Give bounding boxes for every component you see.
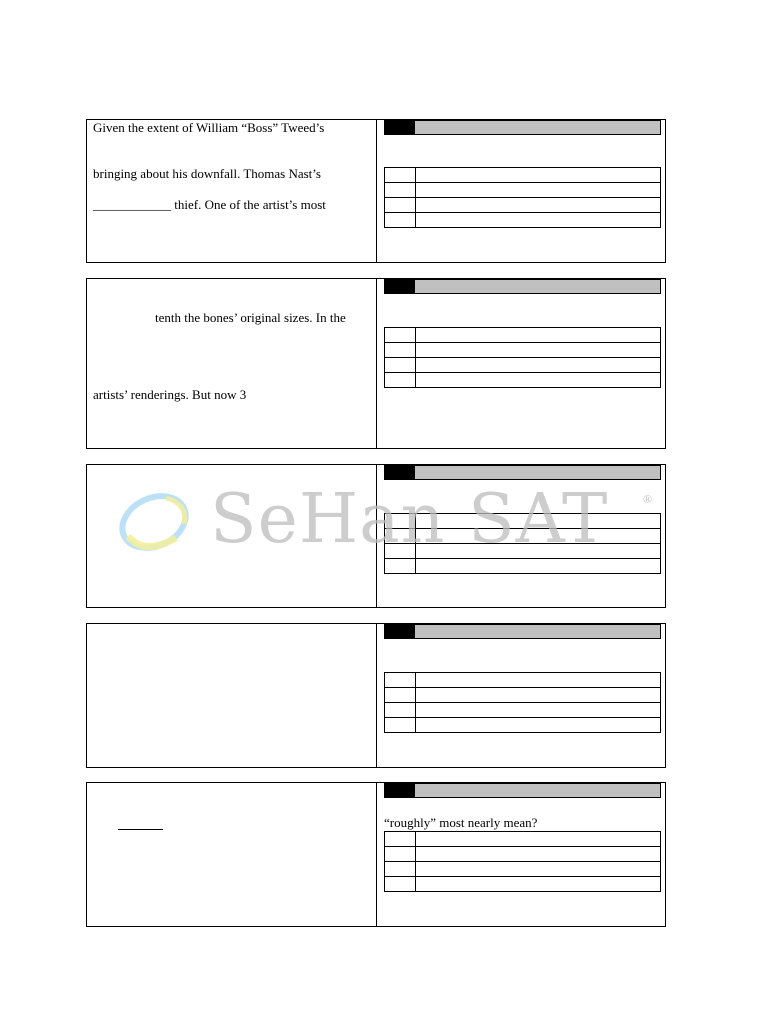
question-header-bar bbox=[384, 783, 661, 798]
question-card-4 bbox=[86, 623, 666, 768]
question-number-box bbox=[385, 121, 415, 134]
passage-line: Given the extent of William “Boss” Tweed’s bbox=[93, 120, 325, 135]
answer-choice-b[interactable] bbox=[385, 529, 661, 544]
answer-choice-c[interactable] bbox=[385, 862, 661, 877]
passage-line: ____________ thief. One of the artist’s most bbox=[93, 197, 326, 212]
question-card-2 bbox=[86, 278, 666, 449]
column-divider bbox=[376, 624, 377, 767]
answer-choice-a[interactable] bbox=[385, 673, 661, 688]
answer-choice-b[interactable] bbox=[385, 688, 661, 703]
question-prompt: “roughly” most nearly mean? bbox=[384, 815, 538, 830]
answer-choice-a[interactable] bbox=[385, 328, 661, 343]
column-divider bbox=[376, 783, 377, 926]
answer-choice-d[interactable] bbox=[385, 877, 661, 892]
answer-choice-a[interactable] bbox=[385, 514, 661, 529]
answer-choice-c[interactable] bbox=[385, 198, 661, 213]
answer-choice-b[interactable] bbox=[385, 847, 661, 862]
answer-choice-c[interactable] bbox=[385, 703, 661, 718]
answer-choice-d[interactable] bbox=[385, 373, 661, 388]
answer-choice-d[interactable] bbox=[385, 213, 661, 228]
question-card-1 bbox=[86, 119, 666, 263]
answer-choice-b[interactable] bbox=[385, 183, 661, 198]
question-number-box bbox=[385, 625, 415, 638]
question-card-5 bbox=[86, 782, 666, 927]
answer-choice-a[interactable] bbox=[385, 832, 661, 847]
question-header-bar bbox=[384, 465, 661, 480]
answer-choices bbox=[384, 327, 661, 388]
answer-choice-c[interactable] bbox=[385, 358, 661, 373]
question-number-box bbox=[385, 280, 415, 293]
question-header-bar bbox=[384, 120, 661, 135]
question-number-box bbox=[385, 784, 415, 797]
column-divider bbox=[376, 120, 377, 262]
column-divider bbox=[376, 279, 377, 448]
answer-choices bbox=[384, 513, 661, 574]
answer-choices bbox=[384, 672, 661, 733]
passage-line: bringing about his downfall. Thomas Nast’s bbox=[93, 166, 321, 181]
answer-choice-d[interactable] bbox=[385, 559, 661, 574]
answer-choice-c[interactable] bbox=[385, 544, 661, 559]
passage-line: tenth the bones’ original sizes. In the bbox=[155, 310, 346, 325]
question-number-box bbox=[385, 466, 415, 479]
answer-choices bbox=[384, 831, 661, 892]
answer-choice-a[interactable] bbox=[385, 168, 661, 183]
question-header-bar bbox=[384, 624, 661, 639]
underlined-blank bbox=[118, 829, 163, 830]
answer-choice-d[interactable] bbox=[385, 718, 661, 733]
question-header-bar bbox=[384, 279, 661, 294]
watermark-text: SeHan SAT bbox=[210, 480, 609, 559]
registered-mark: ® bbox=[643, 492, 653, 506]
answer-choices bbox=[384, 167, 661, 228]
answer-choice-b[interactable] bbox=[385, 343, 661, 358]
question-card-3 bbox=[86, 464, 666, 608]
column-divider bbox=[376, 465, 377, 607]
passage-line: artists’ renderings. But now 3 bbox=[93, 387, 247, 402]
